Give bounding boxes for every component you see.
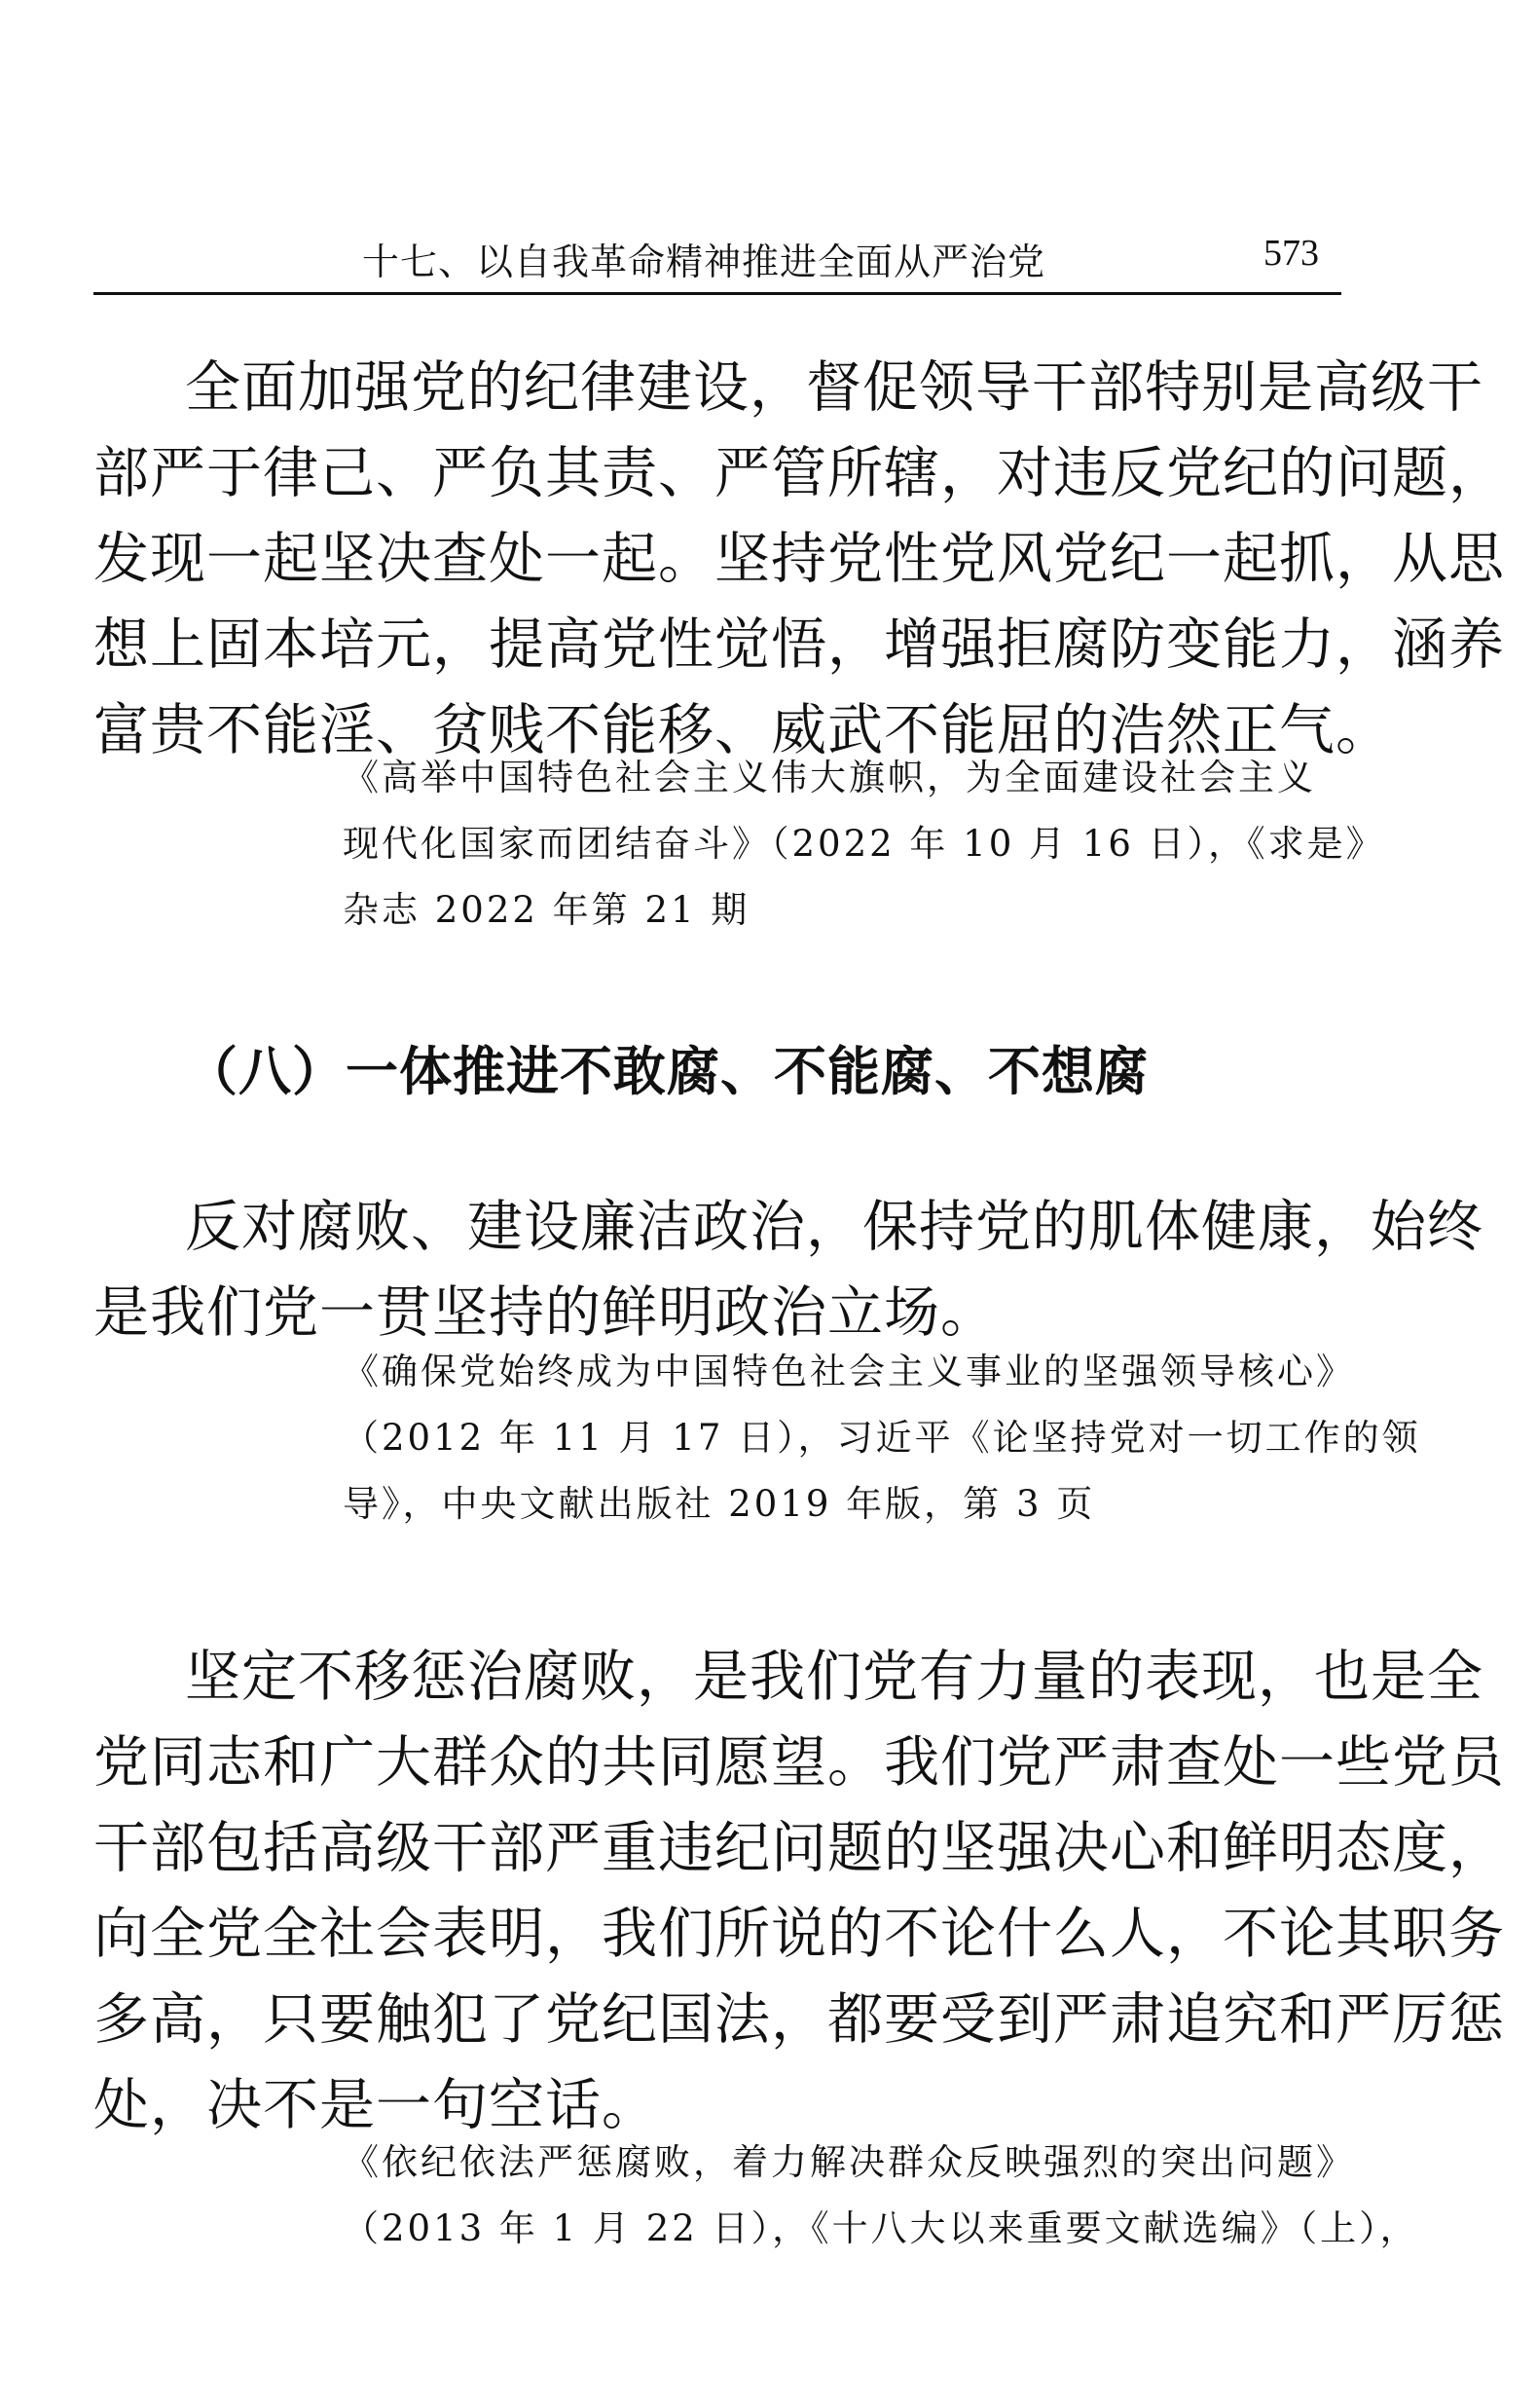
citation-line: （2013 年 1 月 22 日），《十八大以来重要文献选编》（上）， (343, 2207, 1419, 2249)
paragraph-line: 部严于律己、严负其责、严管所辖，对违反党纪的问题， (93, 441, 1505, 505)
paragraph-line: 党同志和广大群众的共同愿望。我们党严肃查处一些党员 (93, 1730, 1505, 1795)
citation-line: 《依纪依法严惩腐败，着力解决群众反映强烈的突出问题》 (343, 2141, 1355, 2183)
header-rule (93, 292, 1341, 295)
paragraph-line: 富贵不能淫、贫贱不能移、威武不能屈的浩然正气。 (93, 698, 1392, 762)
paragraph-line: 多高，只要触犯了党纪国法，都要受到严肃追究和严厉惩 (93, 1987, 1505, 2052)
paragraph-line: 干部包括高级干部严重违纪问题的坚强决心和鲜明态度， (93, 1816, 1505, 1880)
citation-line: 导》，中央文献出版社 2019 年版，第 3 页 (343, 1483, 1096, 1525)
citation-line: 《确保党始终成为中国特色社会主义事业的坚强领导核心》 (343, 1351, 1355, 1392)
running-title: 十七、以自我革命精神推进全面从严治党 (362, 241, 1046, 283)
paragraph-line: 发现一起坚决查处一起。坚持党性党风党纪一起抓，从思 (93, 527, 1505, 591)
citation-line: 现代化国家而团结奋斗》（2022 年 10 月 16 日），《求是》 (343, 823, 1385, 865)
paragraph-line: 是我们党一贯坚持的鲜明政治立场。 (93, 1280, 997, 1345)
paragraph-line: 向全党全社会表明，我们所说的不论什么人，不论其职务 (93, 1902, 1505, 1966)
paragraph-line: 处，决不是一句空话。 (93, 2073, 658, 2137)
citation-line: 《高举中国特色社会主义伟大旗帜，为全面建设社会主义 (343, 757, 1316, 798)
citation-line: （2012 年 11 月 17 日），习近平《论坚持党对一切工作的领 (343, 1417, 1421, 1459)
paragraph-line: 坚定不移惩治腐败，是我们党有力量的表现，也是全 (185, 1645, 1483, 1709)
page-number: 573 (1263, 233, 1319, 274)
paragraph-line: 想上固本培元，提高党性觉悟，增强拒腐防变能力，涵养 (93, 612, 1505, 677)
paragraph-line: 全面加强党的纪律建设，督促领导干部特别是高级干 (185, 355, 1483, 420)
paragraph-line: 反对腐败、建设廉洁政治，保持党的肌体健康，始终 (185, 1195, 1483, 1259)
section-heading: （八）一体推进不敢腐、不能腐、不想腐 (185, 1041, 1149, 1102)
citation-line: 杂志 2022 年第 21 期 (343, 889, 750, 931)
